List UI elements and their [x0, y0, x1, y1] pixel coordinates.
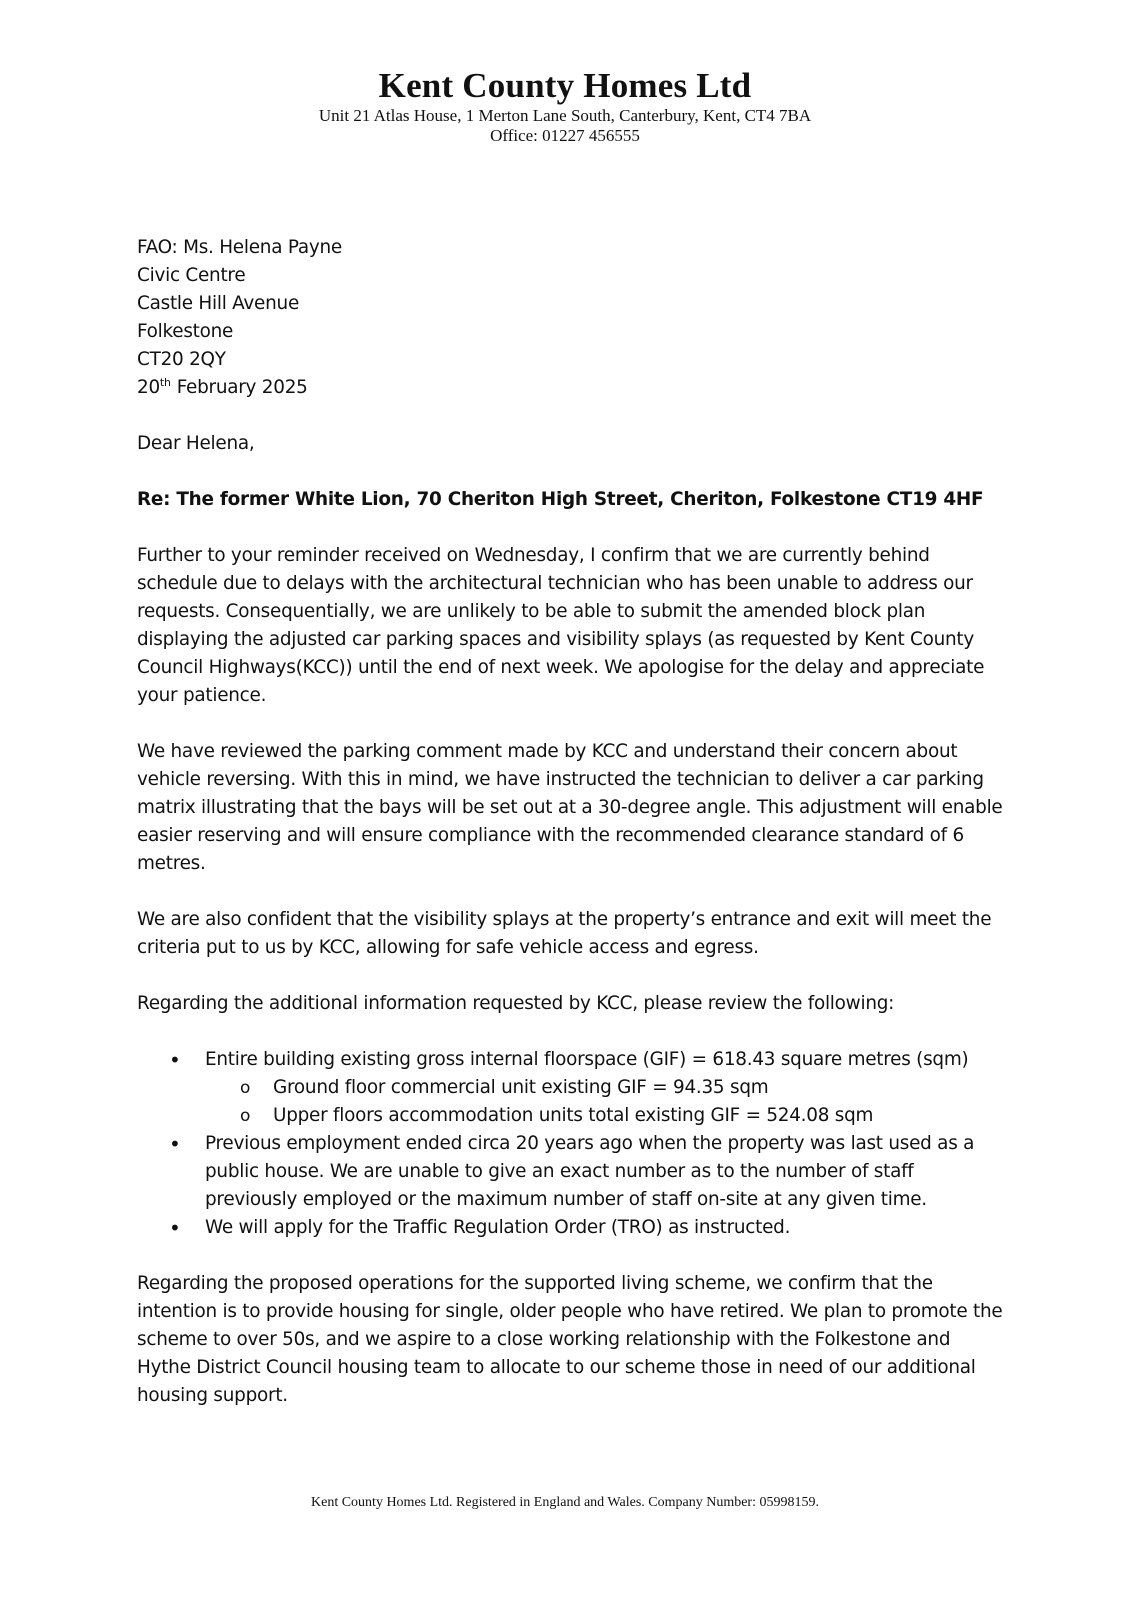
subject-line: Re: The former White Lion, 70 Cheriton High Street, Cheriton, Folkestone CT19 4HF [137, 489, 984, 510]
recipient-fao: FAO: Ms. Helena Payne [137, 237, 342, 258]
paragraph-parking: We have reviewed the parking comment made by KCC and understand their concern about vehicle reversing. With this in mind, we have instructed the technician to deliver a car parking matrix illustrating that the bays will be set out at a 30-degree angle. This adjustment will enable easier reserving and will ensure compliance with the recommended clearance standard of 6 metres. [137, 741, 1003, 874]
recipient-line1: Civic Centre [137, 265, 246, 286]
date-day: 20 [137, 377, 160, 398]
paragraph-supported-living: Regarding the proposed operations for the supported living scheme, we confirm that the intention is to provide housing for single, older people who have retired. We plan to promote the scheme to over 50s, and we aspire to a close working relationship with the Folkestone and Hythe District Council housing team to allocate to our scheme those in need of our additional housing support. [137, 1273, 1003, 1406]
letter-date [137, 374, 1007, 402]
list-item [137, 1214, 1007, 1242]
list-item [205, 1102, 1007, 1130]
bullet-floorspace: Entire building existing gross internal floorspace (GIF) = 618.43 square metres (sqm) [205, 1049, 969, 1070]
paragraph-additional-info-intro: Regarding the additional information requested by KCC, please review the following: [137, 993, 895, 1014]
list-item [205, 1074, 1007, 1102]
letter-body [137, 234, 1007, 1410]
sub-bullet-ground-floor: Ground floor commercial unit existing GIF = 94.35 sqm [273, 1077, 769, 1098]
list-item [137, 1046, 1007, 1130]
recipient-line2: Castle Hill Avenue [137, 293, 300, 314]
list-item [137, 1130, 1007, 1214]
date-month-year: February 2025 [176, 377, 308, 398]
recipient-town: Folkestone [137, 321, 234, 342]
company-address: Unit 21 Atlas House, 1 Merton Lane South, Canterbury, Kent, CT4 7BA [318, 106, 812, 125]
salutation: Dear Helena, [137, 433, 255, 454]
floorspace-sub-list [205, 1074, 1007, 1130]
sub-bullet-upper-floors: Upper floors accommodation units total existing GIF = 524.08 sqm [273, 1105, 874, 1126]
bullet-tro: We will apply for the Traffic Regulation Order (TRO) as instructed. [205, 1217, 791, 1238]
company-name: Kent County Homes Ltd [378, 66, 752, 105]
footer-registration: Kent County Homes Ltd. Registered in England and Wales. Company Number: 05998159. [311, 1495, 819, 1510]
paragraph-visibility-splays: We are also confident that the visibility splays at the property’s entrance and exit will meet the criteria put to us by KCC, allowing for safe vehicle access and egress. [137, 909, 992, 958]
recipient-address [137, 234, 1007, 402]
letterhead [0, 66, 1130, 146]
bullet-previous-employment: Previous employment ended circa 20 years ago when the property was last used as a public house. We are unable to give an exact number as to the number of staff previously employed or the maximum number of staff on-site at any given time. [205, 1133, 975, 1210]
company-office-phone: Office: 01227 456555 [490, 126, 640, 145]
date-suffix: th [159, 375, 171, 389]
paragraph-schedule-delay: Further to your reminder received on Wednesday, I confirm that we are currently behind schedule due to delays with the architectural technician who has been unable to address our requests. Consequentially, we are unlikely to be able to submit the amended block plan displaying the adjusted car parking spaces and visibility splays (as requested by Kent County Council Highways(KCC)) until the end of next week. We apologise for the delay and appreciate your patience. [137, 545, 985, 706]
recipient-postcode: CT20 2QY [137, 349, 226, 370]
info-bullet-list [137, 1046, 1007, 1242]
